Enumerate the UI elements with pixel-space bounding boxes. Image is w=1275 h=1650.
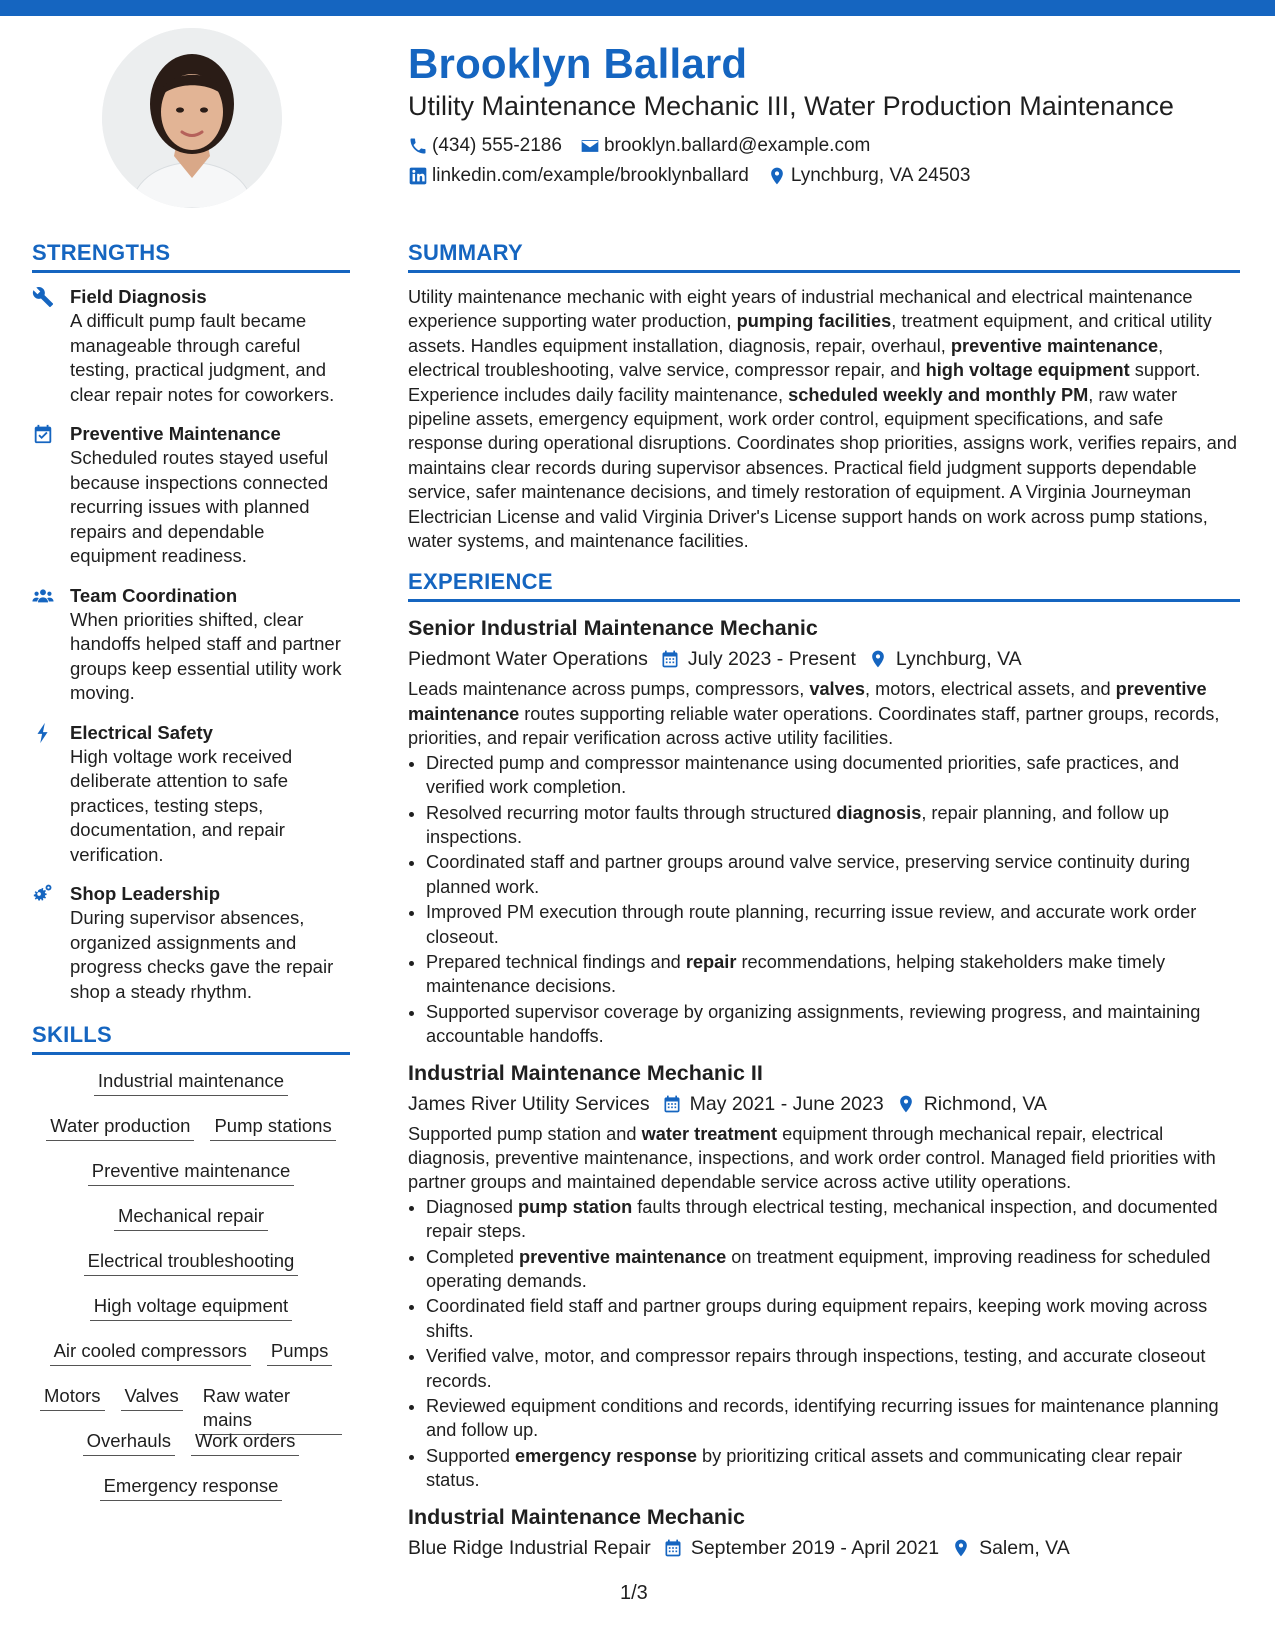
- job-location-text: Richmond, VA: [923, 1092, 1047, 1115]
- linkedin-text: linkedin.com/example/brooklynballard: [432, 164, 749, 186]
- location-text: Lynchburg, VA 24503: [790, 164, 971, 186]
- bold-keyword: water treatment: [641, 1123, 778, 1144]
- job-location: [868, 645, 1022, 673]
- contact-email[interactable]: [580, 135, 870, 157]
- calendar-icon: [660, 649, 680, 669]
- strength-desc: High voltage work received deliberate attention to safe practices, testing steps, documentation, and repair verification.: [70, 745, 293, 865]
- calendar-icon: [662, 1094, 682, 1114]
- job-bullet: [426, 801, 1240, 850]
- bold-keyword: scheduled weekly and monthly PM: [788, 384, 1089, 405]
- location-pin-icon: [896, 1094, 916, 1114]
- text-segment: , repair planning, and follow up inspections.: [426, 802, 1170, 847]
- skill-row: [32, 1249, 350, 1294]
- job-title: Senior Industrial Maintenance Mechanic: [408, 616, 818, 641]
- job-meta: [408, 1534, 1240, 1562]
- skill-tag: Raw water mains: [199, 1384, 342, 1435]
- job-entry: [408, 1059, 1240, 1493]
- job-title: Industrial Maintenance Mechanic II: [408, 1060, 763, 1085]
- text-segment: Improved PM execution through route planning, recurring issue review, and accurate work order closeout.: [426, 902, 1197, 947]
- skills-heading: SKILLS: [32, 1022, 350, 1055]
- job-location-text: Salem, VA: [979, 1536, 1070, 1559]
- job-bullet: [426, 950, 1240, 999]
- skill-row: [32, 1159, 350, 1204]
- text-segment: Leads maintenance across pumps, compressors,: [408, 679, 810, 700]
- bold-keyword: diagnosis: [836, 802, 922, 823]
- bold-keyword: preventive maintenance: [950, 335, 1159, 356]
- skill-tag: Air cooled compressors: [50, 1339, 251, 1366]
- job-dates-text: May 2021 - June 2023: [689, 1092, 884, 1115]
- bold-keyword: pump station: [518, 1196, 633, 1217]
- candidate-name: Brooklyn Ballard: [408, 40, 748, 87]
- job-bullet: [426, 1344, 1240, 1393]
- bold-keyword: pumping facilities: [736, 311, 892, 332]
- skill-row: [32, 1069, 350, 1114]
- contact-row-1: [408, 135, 1248, 157]
- strength-desc: During supervisor absences, organized assignments and progress checks gave the repair shop a steady rhythm.: [70, 907, 334, 1002]
- profile-portrait-image: [102, 28, 282, 208]
- strengths-list: [32, 285, 350, 1004]
- gears-icon: [32, 883, 54, 905]
- bold-keyword: preventive maintenance: [519, 1246, 727, 1267]
- job-entry: [408, 1503, 1240, 1562]
- left-column: [32, 240, 350, 1519]
- job-bullet: [426, 1195, 1240, 1244]
- wrench-icon: [32, 286, 54, 308]
- job-meta: [408, 645, 1240, 673]
- job-bullet: [426, 1444, 1240, 1493]
- top-accent-bar: [0, 0, 1275, 16]
- strength-item: [32, 882, 350, 1004]
- contact-row-2: [408, 165, 1248, 187]
- text-segment: faults through electrical testing, mechanical inspection, and documented repair steps.: [426, 1196, 1218, 1242]
- strength-title: Electrical Safety: [70, 721, 213, 743]
- linkedin-icon: [408, 166, 428, 186]
- phone-icon: [408, 136, 428, 156]
- skill-row: [32, 1204, 350, 1249]
- text-segment: Supported: [426, 1445, 515, 1466]
- text-segment: Coordinated field staff and partner groups during equipment repairs, keeping work moving across shifts.: [426, 1296, 1208, 1341]
- location-pin-icon: [767, 166, 787, 186]
- skill-row: [32, 1114, 350, 1159]
- strength-desc: Scheduled routes stayed useful because inspections connected recurring issues with planned repairs and dependable equipment readiness.: [70, 447, 329, 566]
- job-dates: [660, 645, 856, 673]
- job-bullets: [408, 751, 1240, 1049]
- text-segment: routes supporting reliable water operations. Coordinates staff, partner groups, records, priorities, and repair verification across active utility facilities.: [408, 703, 1220, 749]
- text-segment: support. Experience includes daily facility maintenance,: [408, 360, 1201, 405]
- text-segment: Supported supervisor coverage by organizing assignments, reviewing progress, and maintaining accountable handoffs.: [426, 1001, 1201, 1047]
- text-segment: Resolved recurring motor faults through structured: [426, 802, 837, 823]
- job-dates-text: July 2023 - Present: [687, 648, 856, 671]
- skill-tag: Pump stations: [210, 1114, 335, 1141]
- bolt-icon: [32, 722, 54, 744]
- skill-tag: Mechanical repair: [114, 1204, 268, 1231]
- bold-keyword: high voltage equipment: [925, 360, 1130, 381]
- text-segment: , treatment equipment, and critical utility assets. Handles equipment installation, diagnosis, repair, overhaul,: [408, 311, 1212, 356]
- job-entry: [408, 614, 1240, 1048]
- text-segment: Completed: [426, 1246, 520, 1267]
- skill-tag: Preventive maintenance: [88, 1159, 294, 1186]
- skill-row: [32, 1429, 350, 1474]
- summary-text: [408, 285, 1240, 553]
- contact-location: [767, 165, 971, 187]
- text-segment: by prioritizing critical assets and communicating clear repair status.: [426, 1445, 1183, 1491]
- job-location: [951, 1534, 1070, 1562]
- job-bullet: [426, 751, 1240, 800]
- skill-tag: Industrial maintenance: [94, 1069, 288, 1096]
- text-segment: , raw water pipeline assets, emergency equipment, work order control, equipment specifications, and safe response during operational disruptions. Coordinates shop priorities, assigns work, verifies repairs, and maintains clear records during supervisor absences. Practical field judgment supports dependable service, safer maintenance decisions, and timely restoration of equipment. A Virginia Journeyman Electrician License and valid Virginia Driver's License support hands on work across pump stations, water systems, and maintenance facilities.: [408, 384, 1237, 552]
- candidate-title: Utility Maintenance Mechanic III, Water Production Maintenance: [408, 91, 1174, 122]
- job-title: Industrial Maintenance Mechanic: [408, 1504, 745, 1529]
- contact-linkedin[interactable]: [408, 165, 749, 187]
- skill-tag: Electrical troubleshooting: [84, 1249, 299, 1276]
- bold-keyword: valves: [809, 679, 865, 700]
- job-bullet: [426, 850, 1240, 899]
- job-dates: [663, 1534, 939, 1562]
- right-column: [408, 240, 1240, 1572]
- strength-title: Shop Leadership: [70, 883, 221, 904]
- strength-desc: When priorities shifted, clear handoffs helped staff and partner groups keep essential utility work moving.: [70, 608, 342, 703]
- strength-item: [32, 285, 350, 407]
- skills-list: [32, 1069, 350, 1519]
- text-segment: Supported pump station and: [408, 1123, 642, 1144]
- text-segment: Verified valve, motor, and compressor repairs through inspections, testing, and accurate closeout records.: [426, 1346, 1206, 1391]
- experience-heading: EXPERIENCE: [408, 569, 1240, 602]
- job-description: [408, 1122, 1240, 1195]
- text-segment: recommendations, helping stakeholders make timely maintenance decisions.: [426, 951, 1166, 997]
- location-pin-icon: [951, 1538, 971, 1558]
- resume-header: [408, 40, 1248, 187]
- strength-item: [32, 584, 350, 706]
- skill-tag: Overhauls: [83, 1429, 175, 1456]
- job-bullet: [426, 1294, 1240, 1343]
- job-bullets: [408, 1195, 1240, 1493]
- page-number: 1/3: [620, 1582, 648, 1604]
- text-segment: Prepared technical findings and: [426, 951, 686, 972]
- profile-photo: [102, 28, 282, 208]
- job-meta: [408, 1090, 1240, 1118]
- job-location-text: Lynchburg, VA: [895, 648, 1022, 671]
- skill-row: [32, 1294, 350, 1339]
- calendar-check-icon: [32, 423, 54, 445]
- job-dates: [662, 1090, 884, 1118]
- experience-list: [408, 614, 1240, 1561]
- strength-title: Field Diagnosis: [70, 286, 207, 307]
- job-bullet: [426, 1000, 1240, 1049]
- strength-title: Preventive Maintenance: [70, 423, 281, 444]
- job-company: Blue Ridge Industrial Repair: [408, 1536, 651, 1559]
- phone-text: (434) 555-2186: [432, 134, 562, 156]
- skill-tag: Emergency response: [100, 1474, 283, 1501]
- text-segment: Coordinated staff and partner groups around valve service, preserving service continuity during planned work.: [426, 852, 1190, 897]
- email-text: brooklyn.ballard@example.com: [603, 134, 871, 156]
- bold-keyword: preventive maintenance: [408, 679, 1207, 724]
- text-segment: , motors, electrical assets, and: [864, 679, 1116, 700]
- text-segment: , electrical troubleshooting, valve service, compressor repair, and: [408, 335, 1164, 381]
- text-segment: Directed pump and compressor maintenance using documented priorities, safe practices, and verified work completion.: [426, 752, 1180, 798]
- strengths-heading: STRENGTHS: [32, 240, 350, 273]
- strength-item: [32, 422, 350, 569]
- summary-heading: SUMMARY: [408, 240, 1240, 273]
- job-location: [896, 1090, 1047, 1118]
- text-segment: equipment through mechanical repair, electrical diagnosis, preventive maintenance, inspections, and work order control. Managed field priorities with partner groups and maintained dependable service across active utility operations.: [408, 1123, 1216, 1193]
- skill-row: [32, 1339, 350, 1384]
- bold-keyword: repair: [685, 951, 737, 972]
- skill-tag: High voltage equipment: [90, 1294, 292, 1321]
- email-icon: [580, 136, 600, 156]
- users-icon: [32, 585, 54, 607]
- bold-keyword: emergency response: [514, 1445, 697, 1466]
- calendar-icon: [663, 1538, 683, 1558]
- skill-tag: Valves: [121, 1384, 183, 1411]
- skill-tag: Water production: [46, 1114, 194, 1141]
- location-pin-icon: [868, 649, 888, 669]
- contact-phone[interactable]: [408, 135, 562, 157]
- skill-tag: Pumps: [267, 1339, 333, 1366]
- skill-row: [32, 1474, 350, 1519]
- skill-row: [32, 1384, 350, 1429]
- job-bullet: [426, 1394, 1240, 1443]
- text-segment: Diagnosed: [426, 1196, 519, 1217]
- job-dates-text: September 2019 - April 2021: [690, 1536, 940, 1559]
- skill-tag: Work orders: [191, 1429, 299, 1456]
- skill-tag: Motors: [40, 1384, 105, 1411]
- strength-desc: A difficult pump fault became manageable through careful testing, practical judgment, and clear repair notes for coworkers.: [70, 310, 335, 405]
- text-segment: Reviewed equipment conditions and records, identifying recurring issues for maintenance planning and follow up.: [426, 1396, 1219, 1441]
- strength-item: [32, 721, 350, 868]
- job-bullet: [426, 1245, 1240, 1294]
- job-company: Piedmont Water Operations: [408, 648, 648, 671]
- job-company: James River Utility Services: [408, 1092, 650, 1115]
- text-segment: on treatment equipment, improving readiness for scheduled operating demands.: [426, 1246, 1211, 1291]
- job-bullet: [426, 900, 1240, 949]
- strength-title: Team Coordination: [70, 584, 238, 606]
- job-description: [408, 677, 1240, 750]
- text-segment: Utility maintenance mechanic with eight years of industrial mechanical and electrical maintenance experience supporting water production,: [408, 287, 1193, 332]
